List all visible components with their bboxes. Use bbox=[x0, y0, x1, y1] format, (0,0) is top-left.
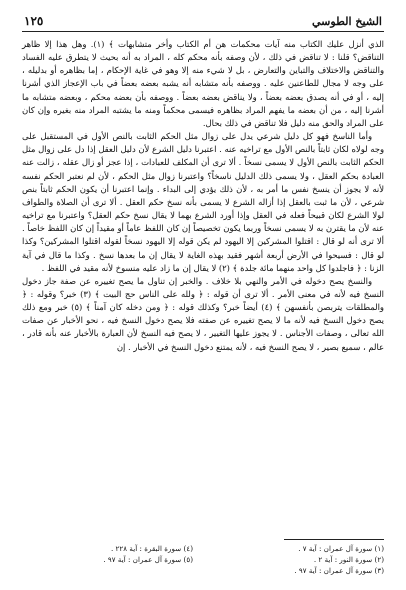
page-number: ١٢٥ bbox=[24, 14, 44, 28]
paragraph: الذي أنزل عليك الكتاب منه آيات محكمات هن أم الكتاب وأخر متشابهات ﴾ (١). وهل هذا إلا ظاهر التناقض؟ قلنا : لا تناقض في ذلك ، لأن وصفه بأنه محكم كله ، المراد به أنه بحيث لا يتطرق عليه الفساد والتناقض والاختلاف والتباين والتعارض ، بل لا شيء منه إلا وهو في غاية الإحكام ، إما بظاهره أو بدليله ، على وجه لا مجال للطاعنين عليه . ووصفه بأنه متشابه أنه يشبه بعضه بعضاً في باب الإعجاز الذي أشرنا إليه ، أو في أنه يصدق بعضه بعضاً ، ولا يناقض بعضه بعضاً . ووصفه بأن بعضه محكم ، وبعضه متشابه ما أشرنا إليه ، من أن بعضه ما يفهم المراد بظاهره فيسمى محكماً ومنه ما يشتبه المراد منه بغيره وإن كان على المراد والحق منه دليل فلا تناقض في ذلك بحال. bbox=[22, 39, 384, 128]
footnote: (٣) سورة آل عمران : آية ٩٧ . bbox=[294, 566, 384, 575]
footnote: (٢) سورة النور : آية ٢ . bbox=[313, 555, 384, 564]
footnote: (٤) سورة البقرة : آية ٢٢٨ . bbox=[110, 544, 193, 553]
paragraph: والنسخ يصح دخوله في الأمر والنهي بلا خلاف . والخبر إن تناول ما يصح تغييره عن صفة جاز دخول النسخ فيه لأنه في معنى الأمر . ألا ترى أن قوله : ﴿ ولله على الناس حج البيت ﴾ (٣) خبر؟ وقوله : ﴿ والمطلقات يتربصن بأنفسهن ﴾ (٤) أيضاً خبر؟ وكذلك قوله : ﴿ ومن دخله كان آمناً ﴾ (٥) خبر ومع ذلك يصح دخول النسخ فيه لأنه ما لا يصح تغييره عن صفته فلا يصح دخول النسخ فيه ، نحو الأخبار عن صفات الله تعالى ، وصفات الأجناس . لا يجوز عليها التغيير ، لا يصح فيه النسخ لأن العبارة بالأخبار عنه بأنه قادر ، عالم ، سميع بصير ، لا يصح النسخ فيه ، لأنه يمتنع دخول النسخ في الأخبار . إن bbox=[22, 275, 384, 352]
footnotes bbox=[22, 539, 384, 576]
running-title: الشيخ الطوسي bbox=[312, 15, 382, 28]
page-header bbox=[22, 14, 384, 32]
footnote-divider bbox=[284, 539, 384, 540]
paragraph: وأما الناسخ فهو كل دليل شرعي يدل على زوال مثل الحكم الثابت بالنص الأول في المستقبل على وجه لولاه لكان ثابتاً بالنص الأول مع تراخيه عنه . اعتبرنا دليل الشرع لأن دليل العقل إذا دل على زوال مثل الحكم الثابت بالنص الأول لا يسمى نسخاً . ألا ترى أن المكلف للعبادات ، إذا عجز أو زال عقله ، زالت عنه العبادة بحكم العقل ، ولا يسمى ذلك الدليل ناسخاً؟ واعتبرنا زوال مثل الحكم ، لأن لم نعتبر الحكم نفسه لأنه لا يجوز أن ينسخ نفس ما أمر به ، لأن ذلك يؤدي إلى البداء . وإنما اعتبرنا أن يكون الحكم ثابتاً بنص شرعي ، لأن ما ثبت بالعقل إذا أزاله الشرع لا يسمى بأنه نسخ حكم العقل . ألا ترى أن الصلاة والطواف لولا الشرع لكان قبيحاً فعله في العقل وإذا أورد الشرع بهما لا يقال نسخ حكم العقل؟ واعتبرنا مع تراخيه عنه لأن ما يقترن به لا يسمى نسخاً وربما يكون تخصيصاً إن كان اللفظ عاماً أو مقيداً إن كان اللفظ خاصاً . ألا ترى أنه لو قال : اقتلوا المشركين إلا اليهود لم يكن قوله إلا اليهود نسخاً لقوله اقتلوا المشركين؟ وكذا لو قال : فسيحوا في الأرض أربعة أشهر فقيد بهذه الغاية لا يقال إن ما بعدها نسخ . وكذا ما قال في آية الزنا : ﴿ فاجلدوا كل واحد منهما مائة جلدة ﴾ (٢) لا يقال إن ما زاد عليه منسوخ لأنه مقيد في اللفظ . bbox=[22, 131, 384, 273]
footnote: (٥) سورة آل عمران : آية ٩٧ . bbox=[103, 555, 193, 564]
footnote: (١) سورة آل عمران : آية ٧ . bbox=[298, 544, 384, 553]
main-text bbox=[22, 38, 384, 354]
